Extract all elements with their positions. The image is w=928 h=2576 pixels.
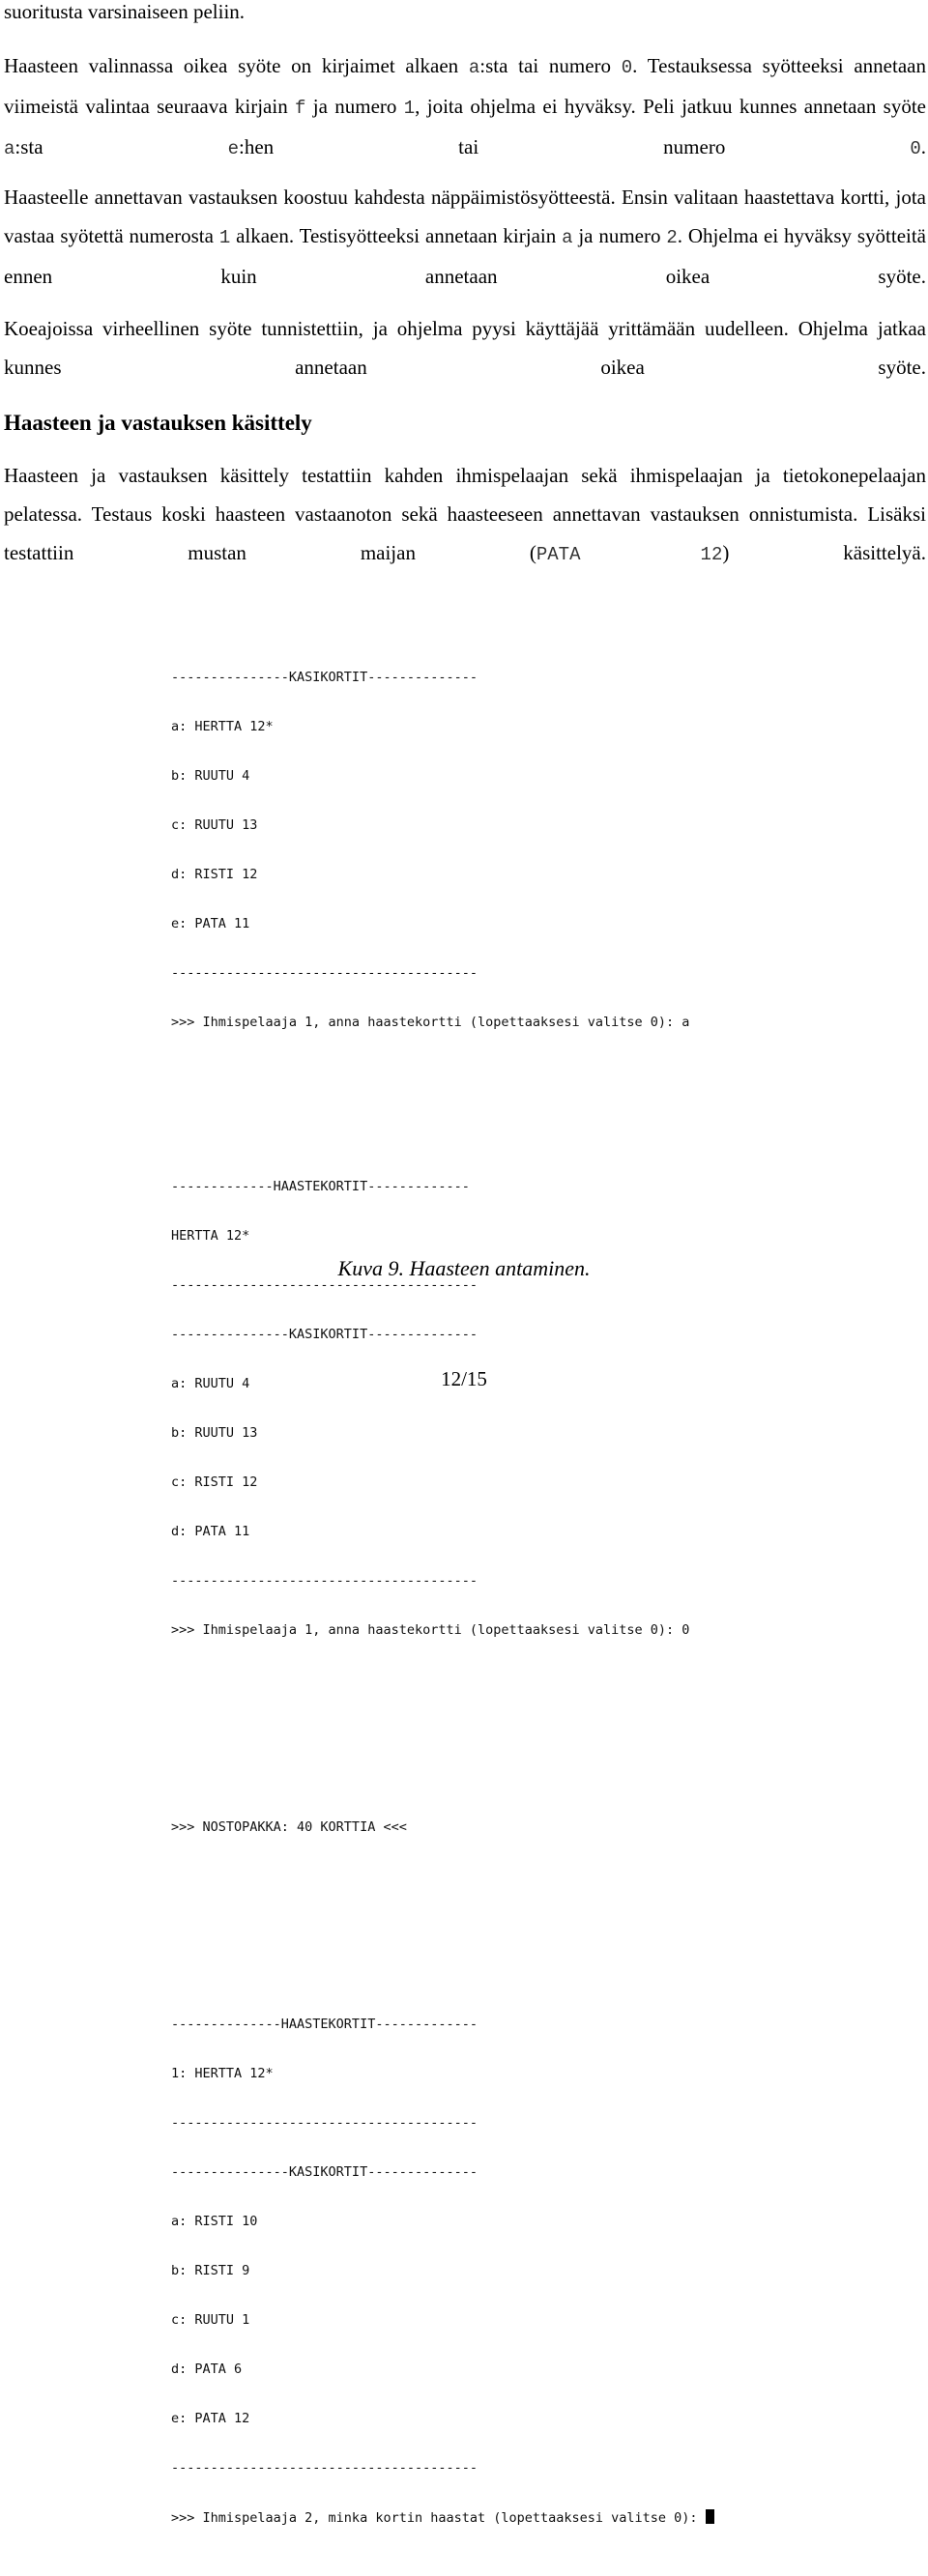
terminal-line: a: RUUTU 4 [171,1376,250,1391]
paragraph-intro-end: suoritusta varsinaiseen peliin. [4,0,246,23]
terminal-block-hand [171,637,751,1064]
terminal-block-player2 [171,1984,751,2560]
terminal-line: c: RUUTU 1 [171,2312,250,2328]
terminal-block-deck [171,1787,751,1869]
terminal-line: ---------------KASIKORTIT-------------- [171,670,478,685]
terminal-line: a: RISTI 10 [171,2214,258,2229]
terminal-line: ---------------KASIKORTIT-------------- [171,2164,478,2180]
paragraph-challenge-selection: Haasteen valinnassa oikea syöte on kirjaimet alkaen a:sta tai numero 0. Testauksessa syötteeksi annetaan viimeistä valintaa seuraava kirjain f ja numero 1, joita ohjelma ei hyväksy. Peli jatkuu kunnes annetaan syöte a:sta e:hen tai numero 0. [4,54,926,159]
terminal-line: a: HERTTA 12* [171,719,274,734]
terminal-line: c: RUUTU 13 [171,817,258,833]
terminal-line: 1: HERTTA 12* [171,2066,274,2081]
terminal-line: -------------HAASTEKORTIT------------- [171,1179,470,1194]
terminal-line: e: PATA 11 [171,916,250,931]
terminal-line: d: PATA 11 [171,1524,250,1539]
terminal-prompt: >>> Ihmispelaaja 2, minka kortin haastat (lopettaaksesi valitse 0): [171,2510,706,2526]
section-heading: Haasteen ja vastauksen käsittely [4,411,312,435]
terminal-line: --------------------------------------- [171,965,478,981]
terminal-line: d: PATA 6 [171,2361,243,2377]
terminal-line: ---------------KASIKORTIT-------------- [171,1327,478,1342]
terminal-line: d: RISTI 12 [171,867,258,882]
terminal-line: b: RUUTU 13 [171,1425,258,1441]
paragraph-test-runs: Koeajoissa virheellinen syöte tunnistettiin, ja ohjelma pyysi käyttäjää yrittämään uudelleen. Ohjelma jatkaa kunnes annetaan oikea syöte. [4,317,926,379]
terminal-line: >>> NOSTOPAKKA: 40 KORTTIA <<< [171,1819,407,1835]
terminal-line: --------------------------------------- [171,1573,478,1589]
terminal-screenshot [171,604,751,2576]
terminal-prompt-line [171,2509,751,2527]
figure-caption: Kuva 9. Haasteen antaminen. [337,1256,591,1280]
terminal-line: b: RUUTU 4 [171,768,250,784]
terminal-line: e: PATA 12 [171,2411,250,2426]
paragraph-handling: Haasteen ja vastauksen käsittely testattiin kahden ihmispelaajan sekä ihmispelaajan ja tietokonepelaajan pelatessa. Testaus koski haasteen vastaanoton sekä haasteeseen annettavan vastauksen onnistumista. Lisäksi testattiin mustan maijan (PATA 12) käsittelyä. [4,464,926,565]
terminal-line: >>> Ihmispelaaja 1, anna haastekortti (lopettaaksesi valitse 0): 0 [171,1622,690,1638]
terminal-line: --------------------------------------- [171,2460,478,2476]
terminal-line: --------------HAASTEKORTIT------------- [171,2017,478,2032]
cursor-block [706,2509,714,2524]
terminal-line: HERTTA 12* [171,1228,250,1244]
terminal-line: --------------------------------------- [171,1277,478,1293]
terminal-line: b: RISTI 9 [171,2263,250,2278]
terminal-line: >>> Ihmispelaaja 1, anna haastekortti (lopettaaksesi valitse 0): a [171,1015,690,1030]
terminal-line: c: RISTI 12 [171,1474,258,1490]
paragraph-response-input: Haasteelle annettavan vastauksen koostuu kahdesta näppäimistösyötteestä. Ensin valitaan haastettava kortti, jota vastaa syötettä numerosta 1 alkaen. Testisyötteeksi annetaan kirjain a ja numero 2. Ohjelma ei hyväksy syötteitä ennen kuin annetaan oikea syöte. [4,186,926,288]
terminal-block-challenge [171,1146,751,1672]
page-number: 12/15 [441,1367,487,1390]
terminal-line: --------------------------------------- [171,2115,478,2131]
